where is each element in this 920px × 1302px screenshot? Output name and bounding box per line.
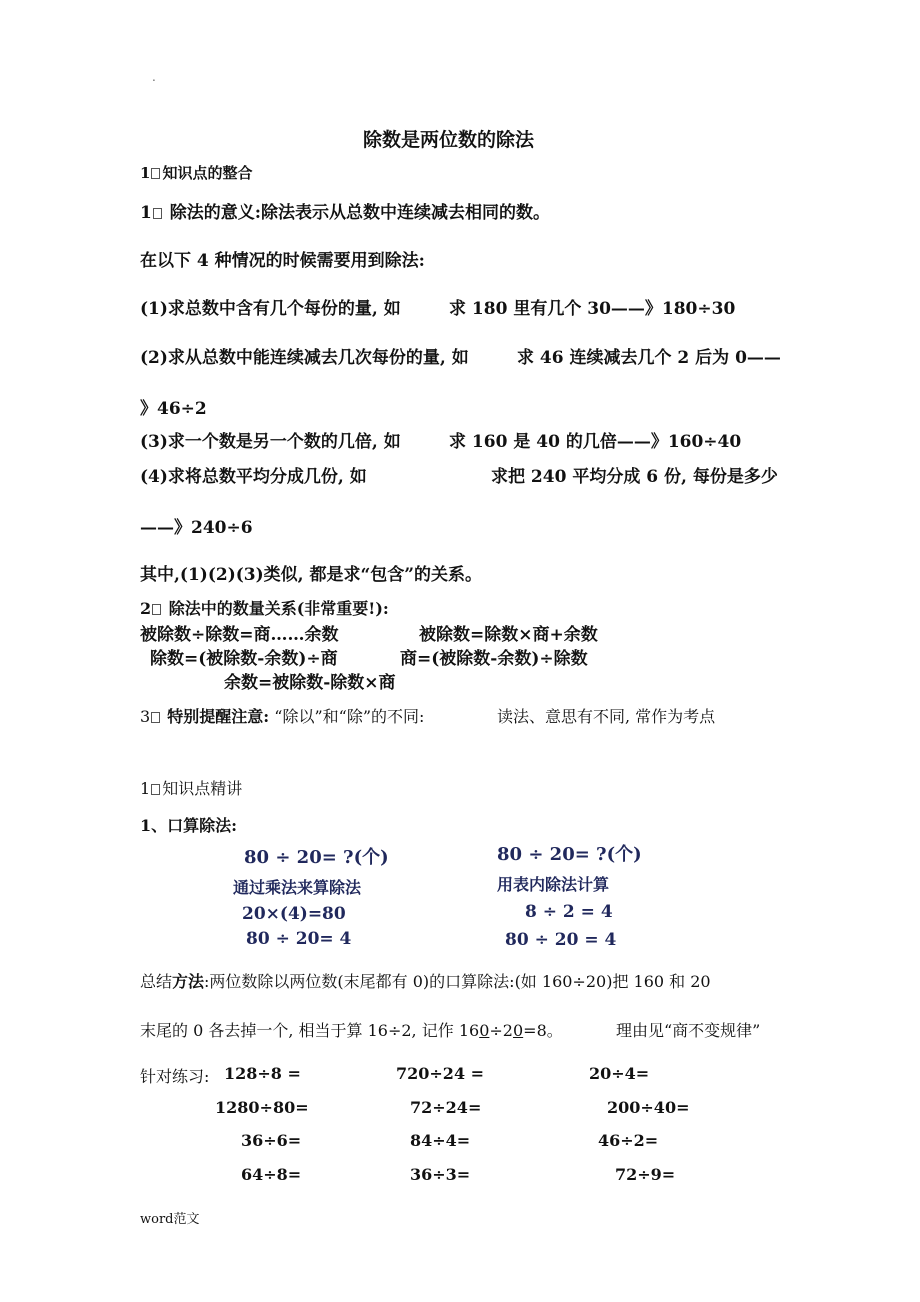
relation-dividend: 被除数=除数×商+余数 (419, 625, 598, 645)
case-1-lead: (1)求总数中含有几个每份的量, 如 (140, 299, 401, 319)
note-topic: “除以”和“除”的不同: (274, 707, 425, 726)
relation-dividend-divisor-quotient-remainder: 被除数÷除数=商……余数 (140, 625, 339, 645)
practice-item: 20÷4= (589, 1064, 650, 1083)
item-number: 2 (140, 599, 152, 618)
item-division-meaning (140, 198, 550, 223)
item-text: 除法中的数量关系(非常重要!): (168, 599, 389, 618)
practice-item: 1280÷80= (215, 1098, 309, 1117)
method-summary-line2 (140, 1018, 563, 1041)
item-text: 除法的意义:除法表示从总数中连续减去相同的数。 (169, 203, 551, 223)
missing-glyph-box (152, 604, 161, 615)
practice-label: 针对练习: (140, 1067, 210, 1086)
example-right-step1: 8 ÷ 2 = 4 (525, 902, 613, 922)
section-heading-text: 知识点精讲 (162, 779, 243, 798)
example-left-method: 通过乘法来算除法 (233, 878, 362, 897)
practice-item: 84÷4= (410, 1131, 471, 1150)
case-2-example: 求 46 连续减去几个 2 后为 0—— (517, 348, 781, 368)
method-text2-b: ÷2 (489, 1021, 513, 1040)
practice-item: 72÷9= (615, 1165, 676, 1184)
section-number: 1 (140, 164, 151, 182)
item-special-note (140, 704, 424, 727)
case-3-lead: (3)求一个数是另一个数的几倍, 如 (140, 432, 401, 452)
subsection-oral-division: 1、口算除法: (140, 816, 238, 835)
page-title: 除数是两位数的除法 (363, 129, 535, 151)
section-number: 1 (140, 779, 151, 798)
item-number: 1 (140, 203, 152, 223)
practice-item: 128÷8 = (224, 1064, 301, 1083)
method-summary-line1 (140, 969, 711, 992)
case-4-example: 求把 240 平均分成 6 份, 每份是多少 (491, 467, 778, 487)
relation-divisor: 除数=(被除数-余数)÷商 (150, 649, 338, 669)
example-right-method: 用表内除法计算 (497, 875, 610, 894)
method-text2-c: =8。 (523, 1021, 563, 1040)
missing-glyph-box (151, 784, 160, 795)
relation-remainder: 余数=被除数-除数×商 (224, 673, 396, 693)
top-dot: . (152, 70, 156, 84)
case-4-lead: (4)求将总数平均分成几份, 如 (140, 467, 367, 487)
item-number: 3 (140, 707, 151, 726)
method-label-a: 总结 (140, 972, 173, 991)
practice-item: 64÷8= (241, 1165, 302, 1184)
practice-item: 720÷24 = (396, 1064, 485, 1083)
method-label-b: 方法 (172, 972, 205, 991)
cases-summary: 其中,(1)(2)(3)类似, 都是求“包含”的关系。 (140, 565, 483, 585)
missing-glyph-box (151, 168, 160, 179)
practice-item: 46÷2= (598, 1131, 659, 1150)
case-1-example: 求 180 里有几个 30——》180÷30 (449, 299, 736, 319)
item-quantity-relations (140, 596, 389, 619)
note-label: 特别提醒注意: (167, 707, 270, 726)
section-heading-text: 知识点的整合 (162, 164, 253, 182)
section-heading-integration (140, 162, 252, 183)
case-2-continued: 》46÷2 (140, 399, 207, 419)
missing-glyph-box (153, 208, 162, 219)
method-reason: 理由见“商不变规律” (616, 1021, 761, 1040)
example-right-step2: 80 ÷ 20 = 4 (505, 930, 617, 950)
crossed-zero: 0 (512, 1021, 524, 1040)
page-footer: word范文 (140, 1212, 200, 1227)
practice-item: 36÷3= (410, 1165, 471, 1184)
method-text2-a: 末尾的 0 各去掉一个, 相当于算 16÷2, 记作 16 (140, 1021, 480, 1040)
case-4-continued: ——》240÷6 (140, 518, 253, 538)
example-left-step1: 20×(4)=80 (242, 904, 346, 924)
example-right-question: 80 ÷ 20= ?(个) (497, 844, 642, 865)
practice-item: 36÷6= (241, 1131, 302, 1150)
missing-glyph-box (151, 712, 160, 723)
practice-item: 200÷40= (607, 1098, 690, 1117)
example-left-step2: 80 ÷ 20= 4 (246, 929, 352, 949)
relation-quotient: 商=(被除数-余数)÷除数 (400, 649, 588, 669)
crossed-zero: 0 (479, 1021, 490, 1040)
note-detail: 读法、意思有不同, 常作为考点 (497, 707, 716, 726)
example-left-question: 80 ÷ 20= ?(个) (244, 847, 389, 868)
cases-intro: 在以下 4 种情况的时候需要用到除法: (140, 251, 425, 271)
case-2-lead: (2)求从总数中能连续减去几次每份的量, 如 (140, 348, 469, 368)
section-heading-explained (140, 776, 242, 799)
method-text: :两位数除以两位数(末尾都有 0)的口算除法:(如 160÷20)把 160 和 20 (204, 972, 711, 991)
case-3-example: 求 160 是 40 的几倍——》160÷40 (449, 432, 742, 452)
practice-item: 72÷24= (410, 1098, 482, 1117)
